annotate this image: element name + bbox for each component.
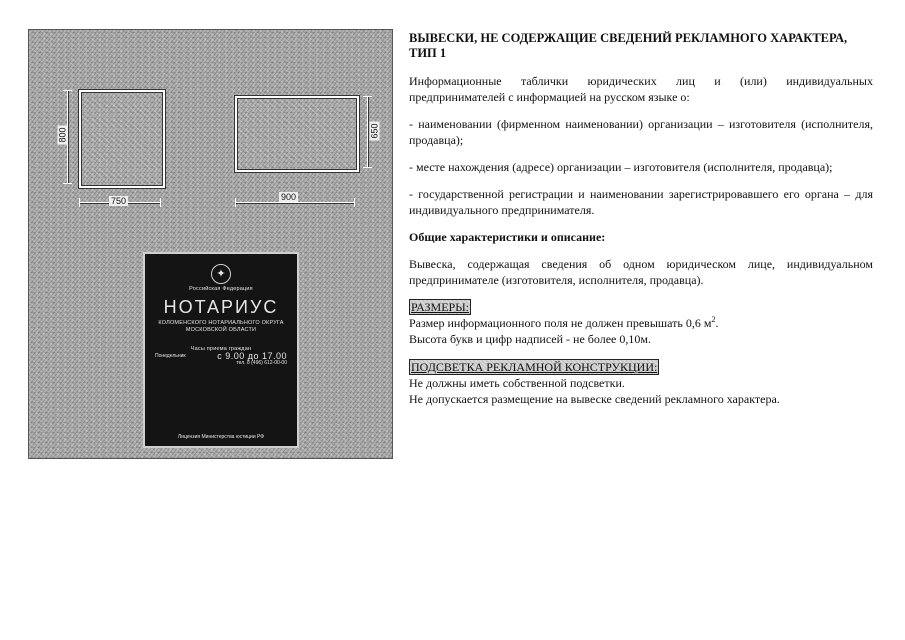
list-item-address: - месте нахождения (адресе) организации – изготовителя (исполнителя, продавца); [409,160,833,174]
frame1-height-label: 800 [57,127,68,143]
list-item-name: - наименовании (фирменном наименовании) организации – изготовителя (исполнителя, продавца); [409,117,873,147]
plaque-title: НОТАРИУС [163,297,279,317]
frame2-height-line [367,96,368,168]
sizes-line-2: Высота букв и цифр надписей - не более 0,10м. [409,332,651,346]
plaque-country: Российская Федерация [189,286,253,292]
sizes-label: РАЗМЕРЫ: [411,300,469,314]
facade-photo [28,29,393,459]
description-column [409,31,873,419]
frame2-width-label: 900 [281,192,297,202]
notary-plaque [143,252,299,448]
section-heading: Общие характеристики и описание: [409,230,606,244]
plaque-hours-title: Часы приема граждан [190,346,252,352]
plaque-hours-time: с 9.00 до 17.00 [217,351,287,361]
lighting-section [409,359,873,407]
eagle-emblem-icon: ✦ [211,264,231,284]
plaque-hours-days: Понедельник [155,353,186,359]
lighting-label: ПОДСВЕТКА РЕКЛАМНОЙ КОНСТРУКЦИИ: [411,360,658,374]
sizes-line-1: Размер информационного поля не должен превышать 0,6 $м^2$. [409,315,719,330]
lighting-line-1: Не должны иметь собственной подсветки. [409,376,625,390]
frame2-height-label: 650 [369,123,380,139]
plaque-phone: тел. 8 (496) 612-00-00 [236,360,287,366]
plaque-footer: Лицензия Министерства юстиции РФ [177,434,265,440]
plaque-region: МОСКОВСКОЙ ОБЛАСТИ [185,327,257,333]
frame2-width-line [235,202,355,203]
page-title: ВЫВЕСКИ, НЕ СОДЕРЖАЩИЕ СВЕДЕНИЙ РЕКЛАМНОГО ХАРАКТЕРА, ТИП 1 [409,31,848,60]
sign-frame-2 [235,96,359,172]
frame1-width-label: 750 [111,196,127,206]
description-paragraph: Вывеска, содержащая сведения об одном юридическом лице, индивидуальном предпринимателе (изготовителя, исполнителя, продавца). [409,257,873,287]
plaque-district: КОЛОМЕНСКОГО НОТАРИАЛЬНОГО ОКРУГА [158,320,284,326]
sizes-section [409,299,873,347]
list-item-registration: - государственной регистрации и наименовании зарегистрировавшего его органа – для индивидуального предпринимателя. [409,187,873,217]
plaque-hours [155,353,287,367]
intro-paragraph: Информационные таблички юридических лиц и (или) индивидуальных предпринимателей с информацией на русском языке о: [409,74,873,104]
lighting-line-2: Не допускается размещение на вывеске сведений рекламного характера. [409,392,780,406]
sign-frame-1 [79,90,165,188]
